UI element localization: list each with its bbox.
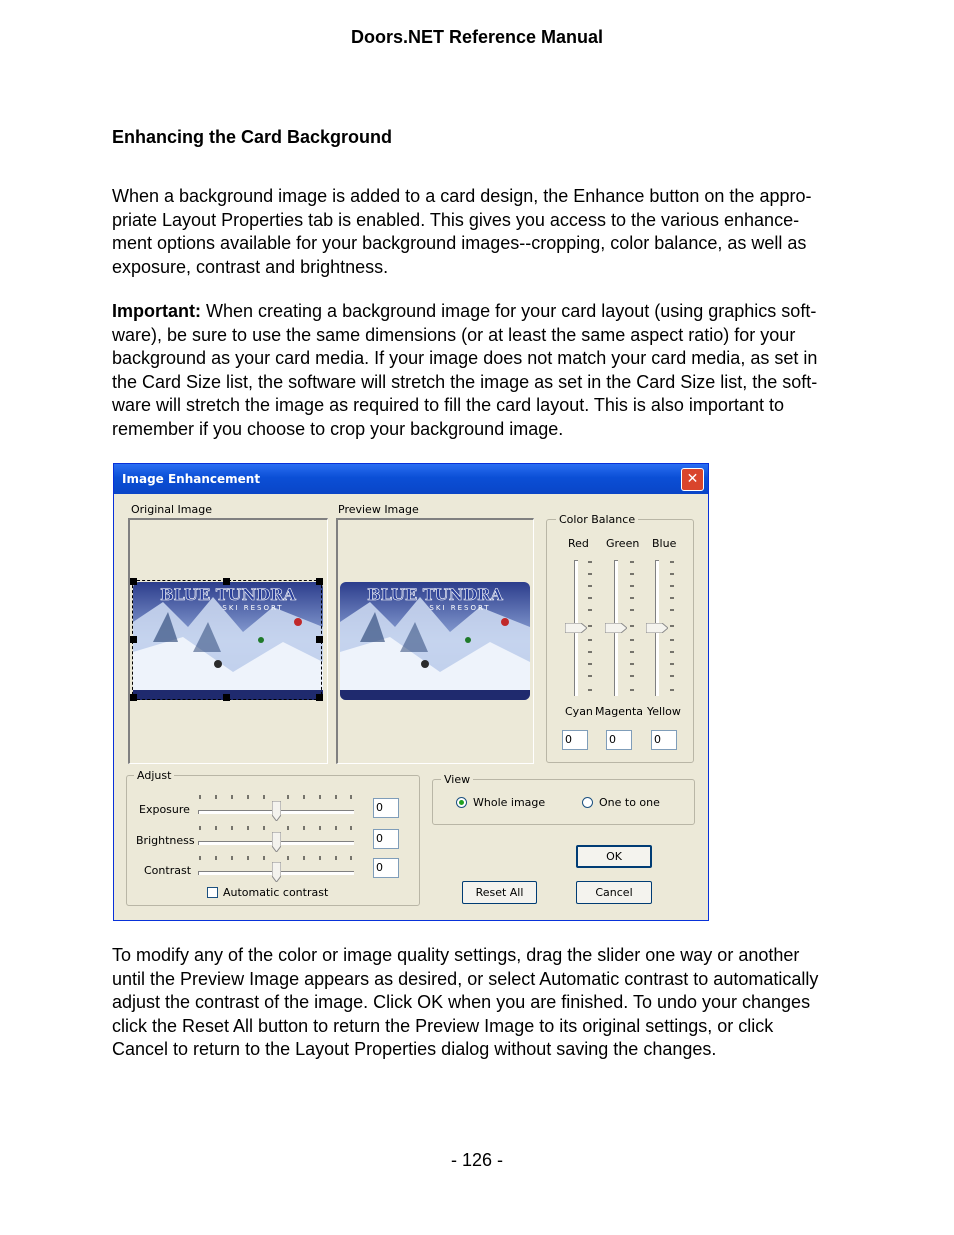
red-ticks [588, 560, 594, 696]
yellow-label: Yellow [647, 705, 681, 718]
green-label: Green [606, 537, 640, 550]
original-card-title: BLUE TUNDRA [160, 585, 296, 604]
section-title: Enhancing the Card Background [112, 127, 393, 147]
contrast-label: Contrast [144, 864, 192, 877]
crop-handle[interactable] [223, 694, 230, 701]
adjust-label: Adjust [134, 769, 174, 782]
ok-button[interactable]: OK [576, 845, 652, 868]
green-magenta-value-input[interactable]: 0 [606, 730, 632, 750]
reset-all-button[interactable]: Reset All [462, 881, 537, 904]
blue-ticks [670, 560, 676, 696]
brightness-value-input[interactable]: 0 [373, 829, 399, 849]
cancel-button[interactable]: Cancel [576, 881, 652, 904]
one-to-one-radio[interactable] [582, 797, 593, 808]
crop-handle[interactable] [316, 694, 323, 701]
whole-image-label: Whole image [473, 796, 546, 809]
crop-handle[interactable] [316, 636, 323, 643]
exposure-label: Exposure [139, 803, 190, 816]
color-balance-label: Color Balance [556, 513, 638, 526]
contrast-value-input[interactable]: 0 [373, 858, 399, 878]
dialog-titlebar [114, 464, 708, 494]
magenta-label: Magenta [595, 705, 644, 718]
preview-card-subtitle: SKI RESORT [429, 604, 491, 612]
red-cyan-value-input[interactable]: 0 [562, 730, 588, 750]
preview-card-image [340, 582, 530, 700]
whole-image-radio[interactable] [456, 797, 467, 808]
brightness-label: Brightness [136, 834, 195, 847]
important-text: When creating a background image for your card layout (using graphics soft- ware), be sure to use the same dimensions (or at least the same aspect ratio) for your background as your card media. If your image does not match your card media, as set in the Card Size list, the software will stretch the image as set in the Card Size list, the soft- ware will stretch the image as required to fill the card layout. This is also important to remember if you choose to crop your background image. [112, 301, 818, 439]
automatic-contrast-checkbox[interactable] [207, 887, 218, 898]
important-paragraph [112, 300, 847, 441]
red-cyan-slider-thumb[interactable] [565, 623, 587, 633]
brightness-slider-thumb[interactable] [272, 832, 281, 852]
contrast-slider-thumb[interactable] [272, 862, 281, 882]
crop-handle[interactable] [223, 578, 230, 585]
preview-image-label: Preview Image [338, 503, 419, 516]
view-label: View [441, 773, 473, 786]
crop-handle[interactable] [130, 636, 137, 643]
dialog-title: Image Enhancement [122, 472, 261, 486]
blue-yellow-value-input[interactable]: 0 [651, 730, 677, 750]
crop-handle[interactable] [130, 694, 137, 701]
manual-header: Doors.NET Reference Manual [350, 27, 604, 47]
intro-paragraph: When a background image is added to a card design, the Enhance button on the appro- priate Layout Properties tab is enabled. This gives you access to the various enhance- ment options available for your background images--cropping, color balance, as well as exposure, contrast and brightness. [112, 186, 812, 277]
red-label: Red [568, 537, 589, 550]
one-to-one-label: One to one [599, 796, 660, 809]
green-ticks [630, 560, 636, 696]
page-number: - 126 - [450, 1150, 504, 1170]
exposure-value-input[interactable]: 0 [373, 798, 399, 818]
crop-frame[interactable] [132, 580, 322, 700]
original-card-subtitle: SKI RESORT [222, 604, 284, 612]
blue-yellow-slider-thumb[interactable] [646, 623, 668, 633]
blue-label: Blue [652, 537, 677, 550]
instructions-paragraph: To modify any of the color or image quality settings, drag the slider one way or another until the Preview Image appears as desired, or select Automatic contrast to automatically adjust the contrast of the image. Click OK when you are finished. To undo your changes click the Reset All button to return the Preview Image to its original settings, or click Cancel to return to the Layout Properties dialog without saving the changes. [112, 945, 819, 1059]
crop-handle[interactable] [316, 578, 323, 585]
image-enhancement-dialog [113, 463, 709, 921]
important-label: Important: [112, 301, 201, 321]
crop-handle[interactable] [130, 578, 137, 585]
cyan-label: Cyan [565, 705, 593, 718]
close-icon[interactable]: ✕ [681, 468, 704, 491]
original-image-label: Original Image [131, 503, 212, 516]
automatic-contrast-label: Automatic contrast [223, 886, 329, 899]
green-magenta-slider-thumb[interactable] [605, 623, 627, 633]
exposure-slider-thumb[interactable] [272, 801, 281, 821]
preview-card-title: BLUE TUNDRA [367, 585, 503, 604]
preview-image-pane [336, 518, 534, 764]
original-image-pane [128, 518, 328, 764]
